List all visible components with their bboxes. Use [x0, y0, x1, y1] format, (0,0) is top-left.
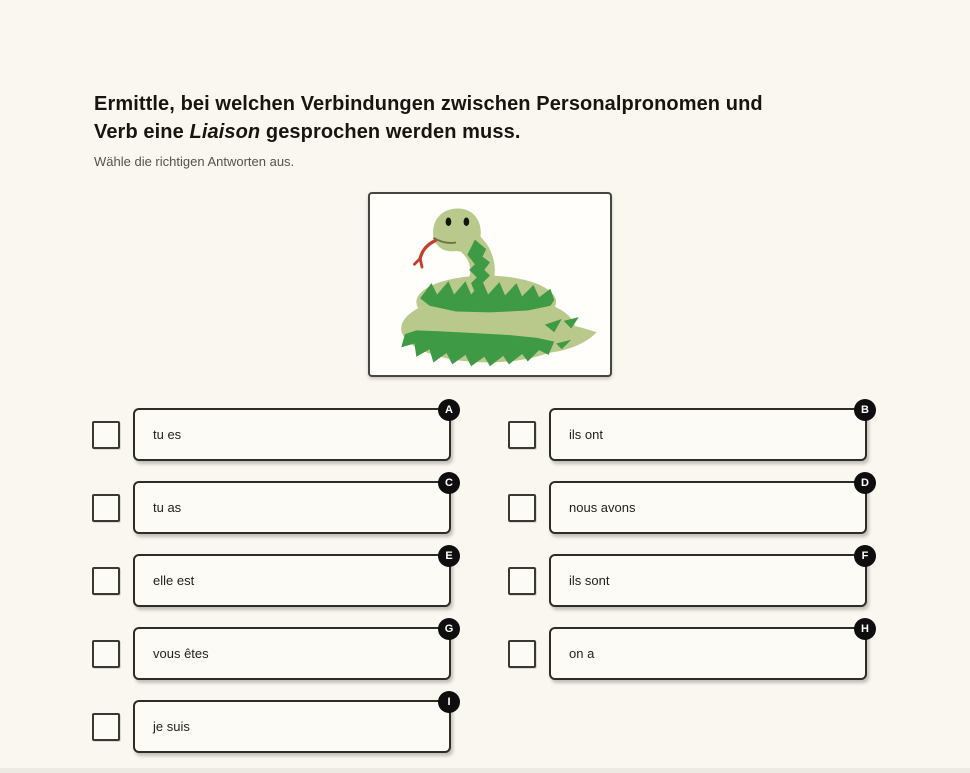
- checkbox-a[interactable]: [92, 421, 120, 449]
- option-letter-badge: H: [854, 618, 876, 640]
- answer-label: nous avons: [569, 500, 636, 515]
- checkbox-d[interactable]: [508, 494, 536, 522]
- illustration-card: [368, 192, 612, 377]
- answer-box-g[interactable]: [133, 623, 454, 680]
- heading-line1: Ermittle, bei welchen Verbindungen zwischen Personalpronomen und: [94, 93, 763, 115]
- option-i: [92, 696, 451, 753]
- checkbox-c[interactable]: [92, 494, 120, 522]
- option-a: [92, 404, 453, 461]
- checkbox-f[interactable]: [508, 567, 536, 595]
- option-b: [508, 404, 869, 461]
- heading-line2-post: gesprochen werden muss.: [260, 121, 521, 143]
- answer-label: ils sont: [569, 573, 610, 588]
- bottom-edge-divider: [0, 768, 970, 773]
- answer-label: je suis: [153, 719, 190, 734]
- checkbox-g[interactable]: [92, 640, 120, 668]
- answer-box-c[interactable]: [133, 477, 453, 534]
- option-e: [92, 550, 453, 607]
- option-g: [92, 623, 454, 680]
- option-letter-badge: I: [438, 691, 460, 713]
- option-h: [508, 623, 869, 680]
- answer-box-b[interactable]: [549, 404, 869, 461]
- option-letter-badge: F: [854, 545, 876, 567]
- answer-box-e[interactable]: [133, 550, 453, 607]
- answer-label: vous êtes: [153, 646, 209, 661]
- option-d: [508, 477, 869, 534]
- option-letter-badge: C: [438, 472, 460, 494]
- answer-label: on a: [569, 646, 595, 661]
- answer-label: ils ont: [569, 427, 603, 442]
- option-letter-badge: G: [438, 618, 460, 640]
- answer-box-a[interactable]: [133, 404, 453, 461]
- heading-italic-word: Liaison: [189, 121, 261, 143]
- heading-line2-pre: Verb eine: [94, 121, 190, 143]
- option-letter-badge: E: [438, 545, 460, 567]
- option-letter-badge: A: [438, 399, 460, 421]
- checkbox-i[interactable]: [92, 713, 120, 741]
- option-c: [92, 477, 453, 534]
- task-heading: [94, 90, 884, 146]
- checkbox-b[interactable]: [508, 421, 536, 449]
- answer-box-h[interactable]: [549, 623, 869, 680]
- checkbox-h[interactable]: [508, 640, 536, 668]
- answer-options: [92, 404, 872, 758]
- snake-illustration: [376, 200, 604, 370]
- checkbox-e[interactable]: [92, 567, 120, 595]
- answer-box-i[interactable]: [133, 696, 451, 753]
- answer-box-d[interactable]: [549, 477, 869, 534]
- option-letter-badge: D: [854, 472, 876, 494]
- answer-label: elle est: [153, 573, 195, 588]
- task-instruction: Wähle die richtigen Antworten aus.: [94, 154, 295, 169]
- answer-label: tu as: [153, 500, 182, 515]
- answer-box-f[interactable]: [549, 550, 869, 607]
- option-f: [508, 550, 869, 607]
- answer-label: tu es: [153, 427, 182, 442]
- option-letter-badge: B: [854, 399, 876, 421]
